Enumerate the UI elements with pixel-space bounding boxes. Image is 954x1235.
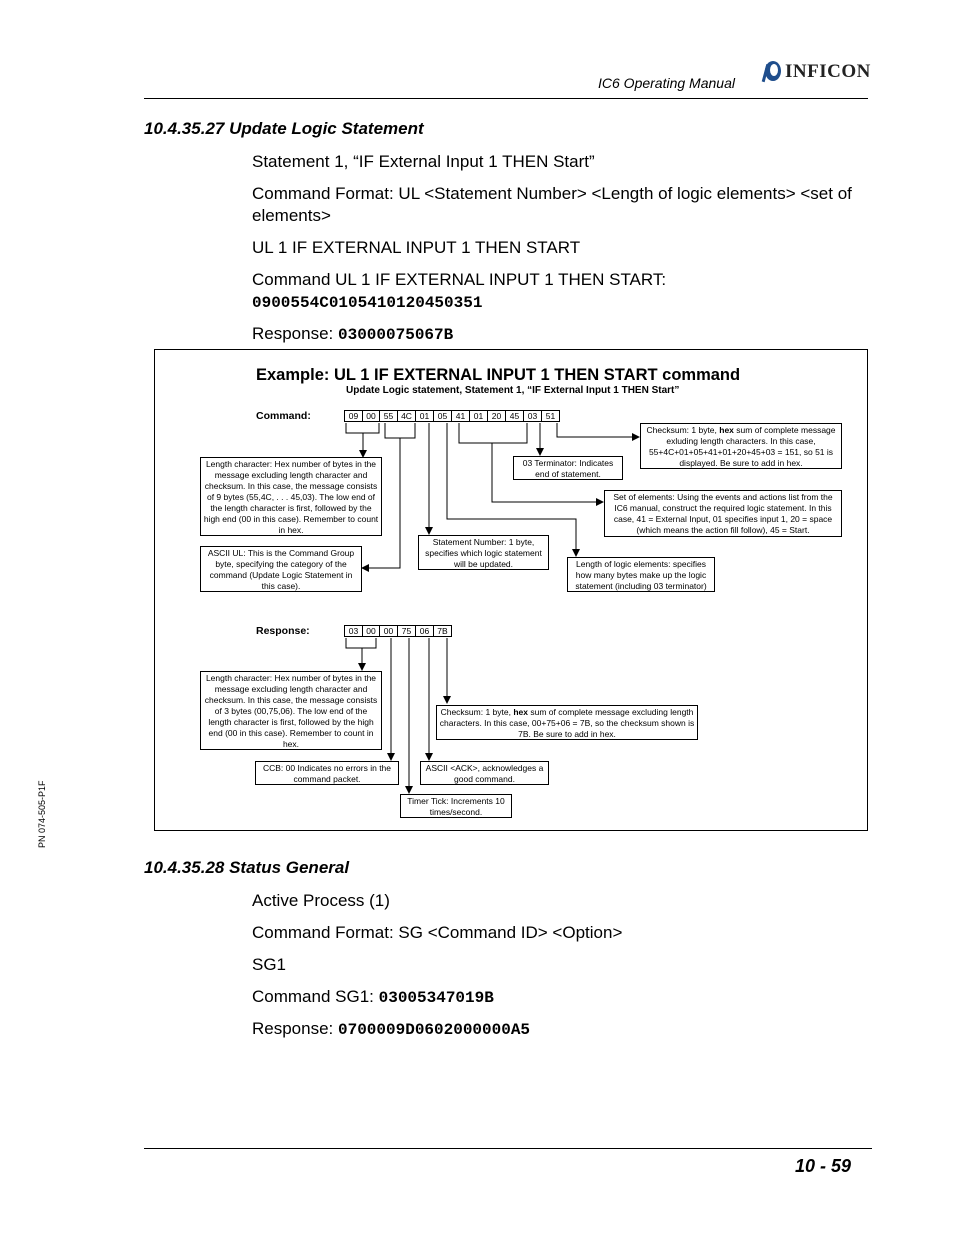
active-process-text: Active Process (1) bbox=[252, 891, 390, 910]
logo-text: INFICON bbox=[785, 61, 871, 82]
note-set-of-elements: Set of elements: Using the events and actions list from the IC6 manual, construct the required logic statement. In this case, 41 = External Input, 01 specifies input 1, 20 = space (which means the action fill follow), 45 = Start. bbox=[604, 490, 842, 537]
note-response-length: Length character: Hex number of bytes in the message excluding length character and checksum. In this case, the message consists of 3 bytes (00,75,06). The low end of the length character is first, followed by the high end (00 in this case). Remember to count in hex. bbox=[200, 671, 382, 750]
note-ack: ASCII <ACK>, acknowledges a good command. bbox=[420, 761, 549, 785]
response-byte: 03 bbox=[344, 625, 363, 637]
command-hex: 03005347019B bbox=[378, 989, 494, 1007]
command-byte: 03 bbox=[523, 410, 542, 422]
note-statement-number: Statement Number: 1 byte, specifies which logic statement will be updated. bbox=[418, 535, 549, 570]
manual-title: IC6 Operating Manual bbox=[598, 75, 735, 91]
checksum-text-pre: Checksum: 1 byte, bbox=[440, 707, 514, 717]
command-byte: 55 bbox=[379, 410, 398, 422]
note-ccb: CCB: 00 Indicates no errors in the command packet. bbox=[255, 761, 399, 785]
note-command-checksum bbox=[640, 423, 842, 469]
note-ascii-ul: ASCII UL: This is the Command Group byte, specifying the category of the command (Update Logic Statement in this case). bbox=[200, 546, 362, 592]
statement-text: Statement 1, “IF External Input 1 THEN Start” bbox=[252, 152, 595, 171]
command-format-text: Command Format: UL <Statement Number> <Length of logic elements> <set of elements> bbox=[252, 184, 852, 225]
part-number-side-text: PN 074-505-P1F bbox=[37, 780, 47, 848]
response-byte: 7B bbox=[433, 625, 452, 637]
command-row-label: Command: bbox=[256, 410, 311, 422]
command-line bbox=[252, 986, 867, 1009]
example-text: UL 1 IF EXTERNAL INPUT 1 THEN START bbox=[252, 238, 581, 257]
note-command-length: Length character: Hex number of bytes in the message excluding length character and checksum. In this case, the message consists of 9 bytes (55,4C, . . . 45,03). The low end of the length character is first, followed by the high end (00 in this case). Remember to count in hex. bbox=[200, 457, 382, 536]
note-timer-tick: Timer Tick: Increments 10 times/second. bbox=[400, 794, 512, 818]
command-byte: 09 bbox=[344, 410, 363, 422]
note-logic-length: Length of logic elements: specifies how many bytes make up the logic statement (including 03 terminator) bbox=[567, 557, 715, 592]
footer-rule bbox=[144, 1148, 872, 1149]
response-label: Response: bbox=[252, 324, 338, 343]
figure-title: Example: UL 1 IF EXTERNAL INPUT 1 THEN START command bbox=[256, 366, 741, 384]
response-line bbox=[252, 1018, 867, 1041]
response-hex: 0700009D0602000000A5 bbox=[338, 1021, 531, 1039]
checksum-text-post: sum of complete message excluding length characters. In this case, 00+75+06 = 7B, so the checksum shown is 7B. Be sure to add in hex. bbox=[439, 707, 695, 739]
checksum-text-bold: hex bbox=[513, 707, 529, 717]
command-label: Command UL 1 IF EXTERNAL INPUT 1 THEN START: bbox=[252, 270, 667, 289]
command-byte: 45 bbox=[505, 410, 524, 422]
command-format-text: Command Format: SG <Command ID> <Option> bbox=[252, 923, 623, 942]
example-text: SG1 bbox=[252, 955, 287, 974]
command-byte: 00 bbox=[362, 410, 380, 422]
checksum-text-bold: hex bbox=[719, 425, 734, 435]
response-byte: 75 bbox=[397, 625, 416, 637]
response-byte: 00 bbox=[379, 625, 398, 637]
command-byte: 20 bbox=[487, 410, 506, 422]
command-byte: 51 bbox=[541, 410, 560, 422]
section-title: 10.4.35.28 Status General bbox=[144, 858, 350, 877]
response-hex: 03000075067B bbox=[338, 326, 454, 344]
command-byte: 01 bbox=[469, 410, 488, 422]
checksum-text-post: sum of complete message exluding length characters. In this case, 55+4C+01+05+41+01+20+45+03 = 151, so 51 is displayed. Be sure to add in hex. bbox=[648, 425, 836, 468]
command-label: Command SG1: bbox=[252, 987, 379, 1006]
response-bytes bbox=[344, 625, 452, 637]
response-byte: 06 bbox=[415, 625, 434, 637]
response-byte: 00 bbox=[362, 625, 380, 637]
response-label: Response: bbox=[252, 1019, 338, 1038]
figure-subtitle: Update Logic statement, Statement 1, “IF External Input 1 THEN Start” bbox=[346, 385, 680, 396]
command-byte: 41 bbox=[451, 410, 470, 422]
note-response-checksum bbox=[436, 705, 698, 740]
command-hex: 0900554C0105410120450351 bbox=[252, 294, 483, 312]
command-byte: 01 bbox=[415, 410, 434, 422]
response-row-label: Response: bbox=[256, 625, 310, 637]
command-byte: 05 bbox=[433, 410, 452, 422]
command-byte: 4C bbox=[397, 410, 416, 422]
section-title: 10.4.35.27 Update Logic Statement bbox=[144, 119, 424, 138]
note-terminator: 03 Terminator: Indicates end of statement. bbox=[513, 456, 623, 480]
page-number: 10 - 59 bbox=[795, 1156, 852, 1176]
checksum-text-pre: Checksum: 1 byte, bbox=[646, 425, 720, 435]
